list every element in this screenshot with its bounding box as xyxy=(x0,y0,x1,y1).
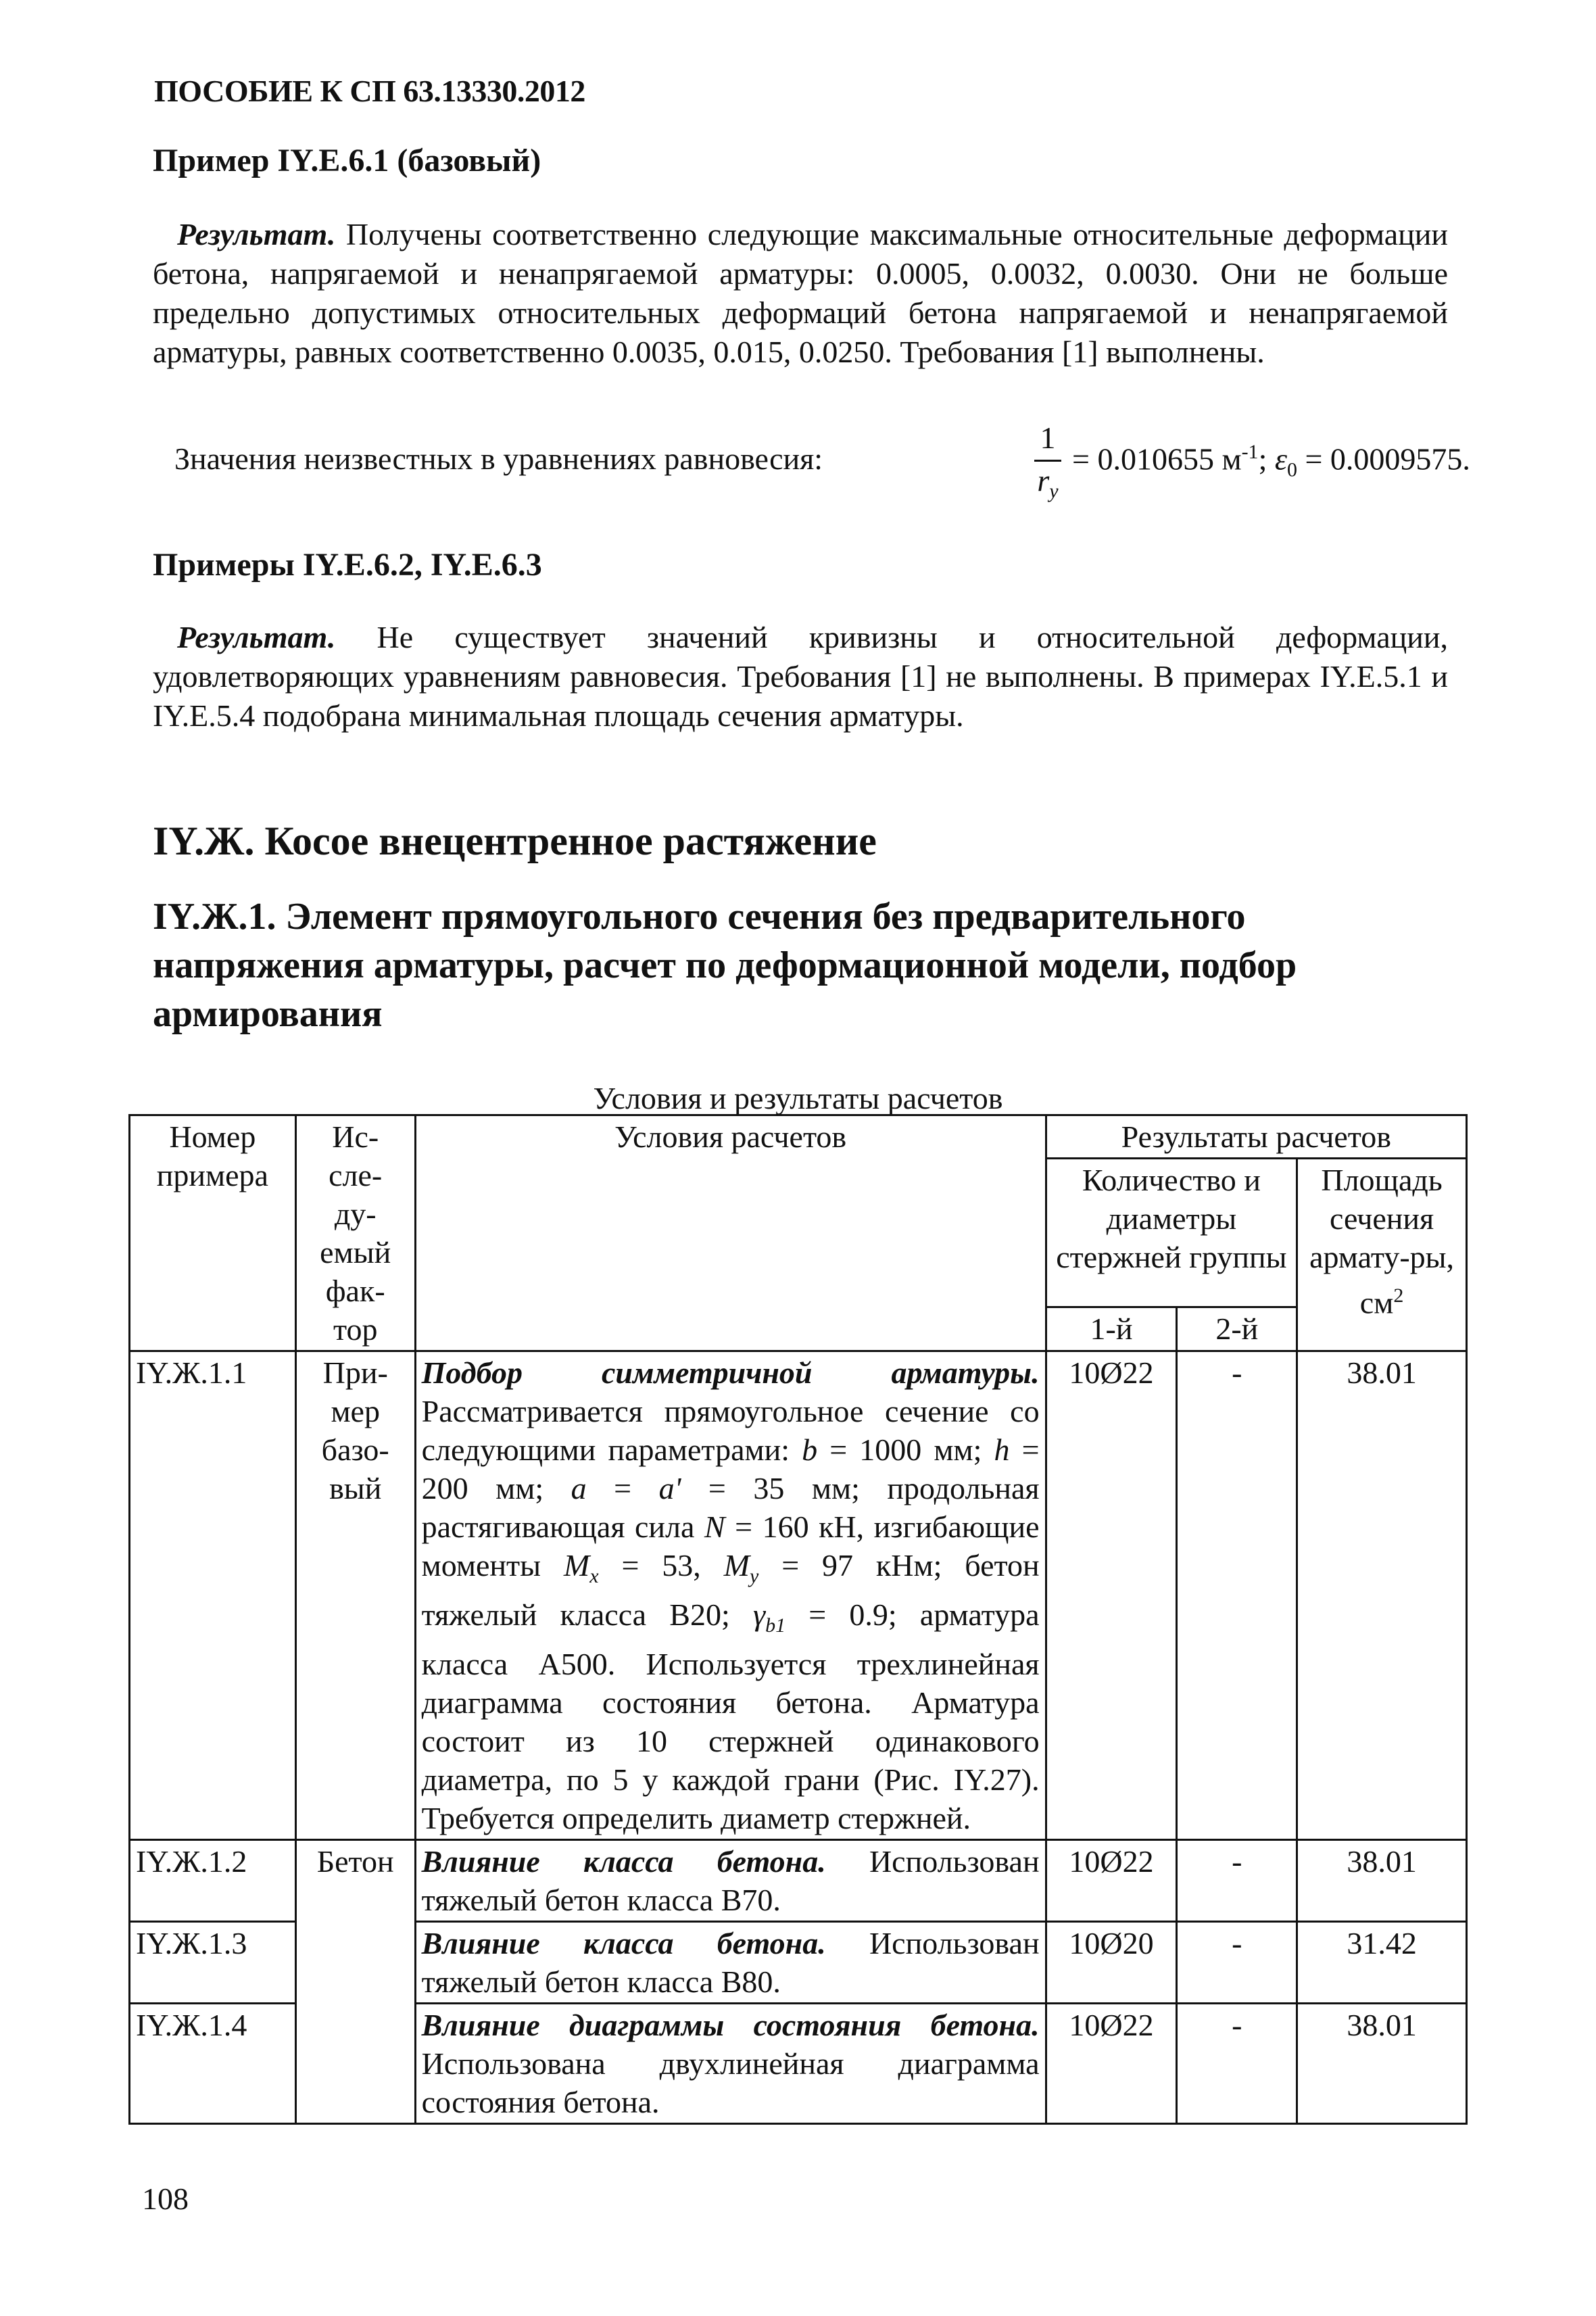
table-row xyxy=(130,1351,1467,1840)
formula-values: = 0.010655 $м^{-1}$; $\varepsilon_0 = 0.0009575$. xyxy=(1072,441,1470,481)
header-group1: 1-й xyxy=(1046,1307,1177,1351)
fraction-denominator: $r_y$ xyxy=(1037,463,1059,503)
header-group2: 2-й xyxy=(1177,1307,1297,1351)
fraction-numerator: 1 xyxy=(1040,420,1056,455)
row-area: 31.42 xyxy=(1297,1922,1467,2004)
row-group1: 10Ø22 xyxy=(1046,1840,1177,1922)
row-factor: При- мер базо- вый xyxy=(295,1351,415,1840)
equilibrium-formula xyxy=(174,419,1470,521)
row-group2: - xyxy=(1177,1840,1297,1922)
result-label: Результат. xyxy=(177,217,336,251)
example-e61-heading: Пример IY.E.6.1 (базовый) xyxy=(153,143,541,178)
curvature-fraction xyxy=(1032,419,1064,510)
header-factor: Ис- сле- ду- емый фак- тор xyxy=(295,1115,415,1351)
table-header-row xyxy=(130,1115,1467,1159)
example-e61-result xyxy=(153,215,1448,372)
result-label: Результат. xyxy=(177,620,336,654)
formula-label: Значения неизвестных в уравнениях равновесия: xyxy=(174,441,823,476)
header-results: Результаты расчетов xyxy=(1046,1115,1466,1159)
row-factor: Бетон xyxy=(295,1840,415,2124)
row-area: 38.01 xyxy=(1297,1351,1467,1840)
row-number: IY.Ж.1.4 xyxy=(130,2004,296,2124)
table-row xyxy=(130,1840,1467,1922)
header-count: Количество и диаметры стержней группы xyxy=(1046,1159,1297,1307)
row-number: IY.Ж.1.1 xyxy=(130,1351,296,1840)
result-text: Получены соответственно следующие максимальные относительные деформации бетона, напрягаемой и ненапрягаемой арматуры: 0.0005, 0.0032, 0.0030. Они не больше предельно допустимых относительных деформаций бетона напрягаемой и ненапрягаемой арматуры, равных соответственно 0.0035, 0.015, 0.0250. Требования [1] выполнены. xyxy=(153,217,1448,369)
table-caption: Условия и результаты расчетов xyxy=(593,1081,1003,1115)
page-number: 108 xyxy=(142,2181,189,2216)
header-conditions: Условия расчетов xyxy=(415,1115,1046,1351)
row-area: 38.01 xyxy=(1297,1840,1467,1922)
row-group2: - xyxy=(1177,1351,1297,1840)
row-group1: 10Ø22 xyxy=(1046,1351,1177,1840)
row-number: IY.Ж.1.3 xyxy=(130,1922,296,2004)
row-conditions: Влияние класса бетона. Использован тяжелый бетон класса В70. xyxy=(415,1840,1046,1922)
row-conditions: Подбор симметричной арматуры. Рассматривается прямоугольное сечение со следующими параметрами: b = 1000 мм; h = 200 мм; a = a' = 35 мм; продольная растягивающая сила N = 160 кН, изгибающие моменты $M_x = 53$, $M_y = 97$ кНм; бетон тяжелый класса В20; $\gamma_{b1} = 0.9$; арматура класса А500. Используется трехлинейная диаграмма состояния бетона. Арматура состоит из 10 стержней одинакового диаметра, по 5 у каждой грани (Рис. IY.27). Требуется определить диаметр стержней. xyxy=(415,1351,1046,1840)
section-title: IY.Ж.1. Элемент прямоугольного сечения без предварительного напряжения арматуры, расчет по деформационной модели, подбор армирования xyxy=(153,896,1297,1035)
header-area: Площадь сечения армату-ры, $см^2$ xyxy=(1297,1159,1467,1351)
header-number: Номер примера xyxy=(130,1115,296,1351)
examples-e62-result xyxy=(153,618,1448,735)
row-group2: - xyxy=(1177,2004,1297,2124)
row-number: IY.Ж.1.2 xyxy=(130,1840,296,1922)
chapter-title: IY.Ж. Косое внецентренное растяжение xyxy=(153,819,877,863)
row-area: 38.01 xyxy=(1297,2004,1467,2124)
result-text: Не существует значений кривизны и относительной деформации, удовлетворяющих уравнениям равновесия. Требования [1] не выполнены. В примерах IY.E.5.1 и IY.E.5.4 подобрана минимальная площадь сечения арматуры. xyxy=(153,620,1448,733)
row-group1: 10Ø22 xyxy=(1046,2004,1177,2124)
examples-e62-heading: Примеры IY.E.6.2, IY.E.6.3 xyxy=(153,547,542,583)
row-group2: - xyxy=(1177,1922,1297,2004)
document-title: ПОСОБИЕ К СП 63.13330.2012 xyxy=(154,74,585,108)
row-group1: 10Ø20 xyxy=(1046,1922,1177,2004)
row-conditions: Влияние диаграммы состояния бетона. Использована двухлинейная диаграмма состояния бетона. xyxy=(415,2004,1046,2124)
row-conditions: Влияние класса бетона. Использован тяжелый бетон класса В80. xyxy=(415,1922,1046,2004)
results-table xyxy=(128,1114,1468,2125)
